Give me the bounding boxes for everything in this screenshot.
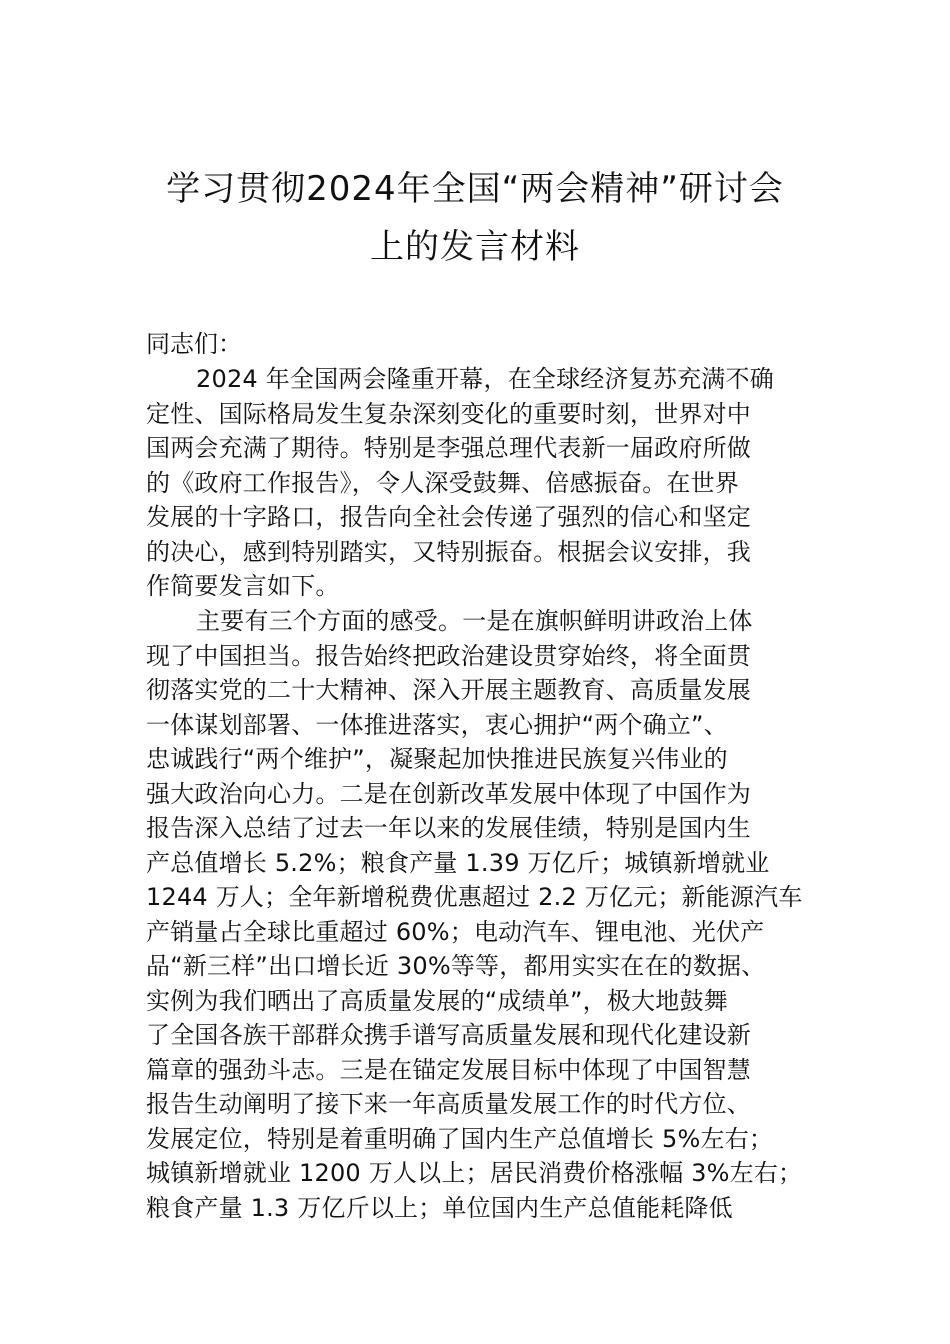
- paragraph-line: 忠诚践行“两个维护”，凝聚起加快推进民族复兴伟业的: [146, 745, 728, 773]
- paragraph-1: [146, 362, 836, 604]
- paragraph-line: 1244 万人；全年新增税费优惠超过 2.2 万亿元；新能源汽车: [146, 883, 803, 911]
- salutation: 同志们：: [146, 330, 242, 358]
- paragraph-line: 篇章的强劲斗志。三是在锚定发展目标中体现了中国智慧: [146, 1055, 751, 1084]
- paragraph-line: 主要有三个方面的感受。一是在旗帜鲜明讲政治上体: [196, 607, 753, 635]
- paragraph-line: 发展的十字路口，报告向全社会传递了强烈的信心和坚定: [146, 503, 751, 531]
- paragraph-line: 国两会充满了期待。特别是李强总理代表新一届政府所做: [146, 434, 751, 462]
- paragraph-2: [146, 604, 836, 1225]
- paragraph-line: 报告生动阐明了接下来一年高质量发展工作的时代方位、: [146, 1090, 751, 1118]
- paragraph-line: 报告深入总结了过去一年以来的发展佳绩，特别是国内生: [146, 814, 751, 842]
- paragraph-line: 2024 年全国两会隆重开幕，在全球经济复苏充满不确: [196, 365, 774, 393]
- paragraph-line: 粮食产量 1.3 万亿斤以上；单位国内生产总值能耗降低: [146, 1193, 733, 1222]
- paragraph-line: 一体谋划部署、一体推进落实，衷心拥护“两个确立”、: [146, 710, 728, 739]
- paragraph-line: 强大政治向心力。二是在创新改革发展中体现了中国作为: [146, 779, 751, 808]
- paragraph-line: 实例为我们晒出了高质量发展的“成绩单”，极大地鼓舞: [146, 986, 728, 1015]
- paragraph-line: 了全国各族干部群众携手谱写高质量发展和现代化建设新: [146, 1021, 751, 1049]
- paragraph-line: 作简要发言如下。: [146, 572, 340, 600]
- paragraph-line: 定性、国际格局发生复杂深刻变化的重要时刻，世界对中: [146, 399, 751, 428]
- paragraph-line: 的《政府工作报告》，令人深受鼓舞、倍感振奋。在世界: [146, 468, 739, 497]
- paragraph-line: 产销量占全球比重超过 60%；电动汽车、锂电池、光伏产: [146, 917, 765, 946]
- title-line-1: 学习贯彻2024年全国“两会精神”研讨会: [166, 169, 784, 209]
- paragraph-line: 发展定位，特别是着重明确了国内生产总值增长 5%左右；: [146, 1124, 774, 1153]
- paragraph-line: 产总值增长 5.2%；粮食产量 1.39 万亿斤；城镇新增就业: [146, 848, 770, 877]
- paragraph-line: 彻落实党的二十大精神、深入开展主题教育、高质量发展: [146, 676, 751, 704]
- paragraph-line: 品“新三样”出口增长近 30%等等，都用实实在在的数据、: [146, 952, 766, 980]
- title-line-2: 上的发言材料: [370, 227, 580, 267]
- paragraph-line: 现了中国担当。报告始终把政治建设贯穿始终，将全面贯: [146, 641, 751, 670]
- paragraph-line: 的决心，感到特别踏实，又特别振奋。根据会议安排，我: [146, 537, 751, 566]
- paragraph-line: 城镇新增就业 1200 万人以上；居民消费价格涨幅 3%左右；: [146, 1159, 803, 1187]
- document-title: [120, 160, 830, 276]
